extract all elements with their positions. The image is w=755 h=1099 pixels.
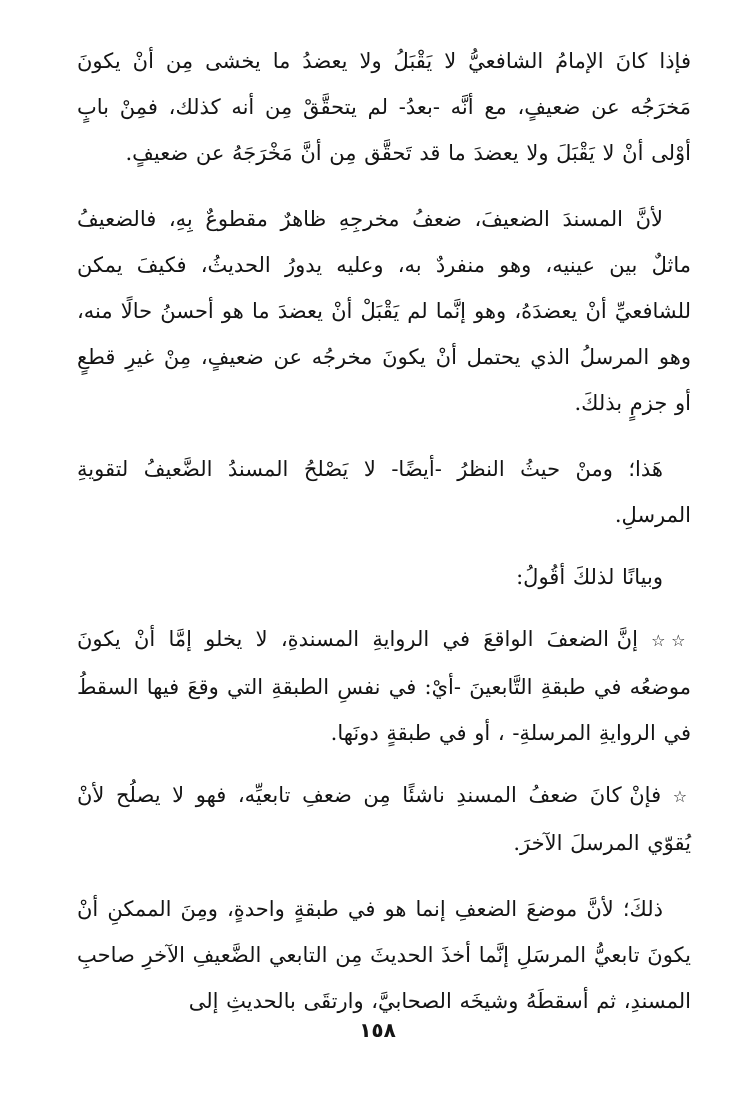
paragraph-6-text: فإنْ كانَ ضعفُ المسندِ ناشئًا مِن ضعفِ تابعيِّه، فهو لا يصلُح لأنْ يُقوّي المرسلَ الآخرَ. bbox=[77, 783, 691, 855]
paragraph-1 bbox=[77, 38, 691, 176]
paragraph-3-text: هَذا؛ ومنْ حيثُ النظرُ -أيضًا- لا يَصْلحُ المسندُ الضَّعيفُ لتقويةِ المرسلِ. bbox=[77, 457, 691, 527]
paragraph-2 bbox=[77, 196, 691, 426]
paragraph-4-text: وبيانًا لذلكَ أقُولُ: bbox=[516, 565, 663, 589]
body-text bbox=[77, 38, 691, 1024]
double-star-icon: ☆☆ bbox=[651, 631, 691, 650]
paragraph-5-text: إنَّ الضعفَ الواقعَ في الروايةِ المسندةِ، لا يخلو إمَّا أنْ يكونَ موضعُه في طبقةِ التَّابعينَ -أيْ: في نفسِ الطبقةِ التي وقعَ فيها السقطُ في الروايةِ المرسلةِ- ، أو في طبقةٍ دونَها. bbox=[77, 627, 691, 745]
paragraph-7 bbox=[77, 886, 691, 1024]
paragraph-6 bbox=[77, 772, 691, 866]
paragraph-4 bbox=[77, 554, 691, 600]
star-icon: ☆ bbox=[672, 787, 692, 806]
paragraph-2-text: لأنَّ المسندَ الضعيفَ، ضعفُ مخرجِهِ ظاهرٌ مقطوعٌ بِهِ، فالضعيفُ ماثلٌ بين عينيه، وهو منفردٌ به، وعليه يدورُ الحديثُ، فكيفَ يمكن للشافعيِّ أنْ يعضدَهُ، وهو إنَّما لم يَقْبَلْ أنْ يعضدَ ما هو أحسنُ حالًا منه، وهو المرسلُ الذي يحتمل أنْ يكونَ مخرجُه عن ضعيفٍ، مِنْ غيرِ قطعٍ أو جزمٍ بذلكَ. bbox=[77, 207, 691, 415]
paragraph-1-text: فإذا كانَ الإمامُ الشافعيُّ لا يَقْبَلُ ولا يعضدُ ما يخشى مِن أنْ يكونَ مَخرَجُه عن ضعيفٍ، مع أنَّه -بعدُ- لم يتحقَّقْ مِن أنه كذلك، فمِنْ بابٍ أوْلى أنْ لا يَقْبَلَ ولا يعضدَ ما قد تَحقَّق مِن أنَّ مَخْرَجَهُ عن ضعيفٍ. bbox=[77, 49, 691, 165]
page-number: ١٥٨ bbox=[359, 1018, 396, 1042]
paragraph-5 bbox=[77, 616, 691, 756]
paragraph-3 bbox=[77, 446, 691, 538]
paragraph-7-text: ذلكَ؛ لأنَّ موضعَ الضعفِ إنما هو في طبقةٍ واحدةٍ، ومِنَ الممكنِ أنْ يكونَ تابعيُّ المرسَلِ إنَّما أخذَ الحديثَ مِن التابعي الضَّعيفِ الآخرِ صاحبِ المسندِ، ثم أسقطَهُ وشيخَه الصحابيَّ، وارتقَى بالحديثِ إلى bbox=[77, 897, 691, 1013]
